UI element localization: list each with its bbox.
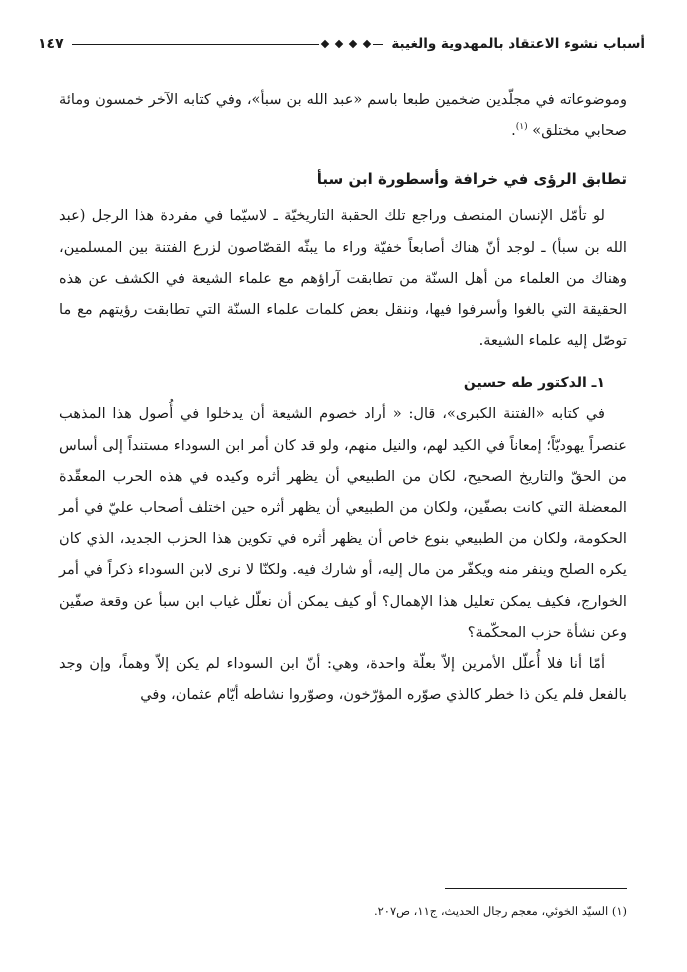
diamond-ornament-icon (363, 40, 371, 48)
paragraph-quote: في كتابه «الفتنة الكبرى»، قال: « أراد خصوم الشيعة أن يدخلوا في أُصول هذا المذهب عنصراً يهوديّاً؛ إمعاناً في الكيد لهم، والنيل منهم، ولو قد كان أمر ابن السوداء مستنداً إلى أساس من الحقّ والتاريخ الصحيح، لكان من الطبيعي أن يظهر أثره وكيده في هذه الحرب المعقّدة المعضلة التي كانت بصفّين، ولكان من الطبيعي أن يظهر أثره حين اختلف أصحاب عليّ في أمر الحكومة، ولكان من الطبيعي بنوع خاص أن يظهر أثره في تكوين هذا الحزب الجديد، الذي كان يكره الصلح وينفر منه ويكفّر من مال إليه، أو شارك فيه. ولكنّا لا نرى لابن السوداء ذكراً في أمر الخوارج، فكيف يمكن تعليل هذا الإهمال؟ أو كيف يمكن أن نعلّل غياب ابن سبأ عن وقعة صفّين وعن نشأة حزب المحكّمة؟ (59, 405, 627, 641)
paragraph-conclusion: أمّا أنا فلا أُعلّل الأمرين إلاّ بعلّة واحدة، وهي: أنّ ابن السوداء لم يكن إلاّ وهماً، وإن وجد بالفعل فلم يكن ذا خطر كالذي صوّره المؤرّخون، وصوّروا نشاطه أيّام عثمان، وفي (59, 655, 627, 704)
paragraph-continuation (59, 84, 627, 146)
running-header (38, 34, 645, 54)
paragraph-intro: لو تأمّل الإنسان المنصف وراجع تلك الحقبة التاريخيّة ـ لاسيّما في مفردة هذا الرجل (عبد الله بن سبأ) ـ لوجد أنّ هناك أصابعاً خفيّة وراء ما يبثّه القصّاصون لزرع الفتنة بين المسلمين، وهناك من العلماء من أهل السنّة من تطابقت آراؤهم مع علماء الشيعة في الكشف عن هذه الحقيقة التي بالغوا وأسرفوا فيها، وننقل بعض كلمات علماء السنّة التي تطابقت رؤيتهم مع ما توصّل إليه علماء الشيعة. (59, 207, 627, 350)
diamond-ornament-icon (321, 40, 329, 48)
sentence-end: . (511, 122, 516, 140)
diamond-ornament-icon (335, 40, 343, 48)
body-text (59, 84, 627, 710)
footnote-separator (445, 888, 627, 889)
header-ornament (72, 37, 384, 51)
footnote-reference[interactable]: (١) (515, 122, 528, 133)
diamond-ornament-icon (349, 40, 357, 48)
paragraph-text: وموضوعاته في مجلّدين ضخمين طبعا باسم «عبد الله بن سبأ»، وفي كتابه الآخر خمسون ومائة صحابي مختلق» (59, 91, 627, 140)
footnote: (١) السيّد الخوئي، معجم رجال الحديث، ج١١، ص٢٠٧. (373, 904, 627, 918)
header-diamonds (319, 37, 373, 51)
section-heading: تطابق الرؤى في خرافة وأسطورة ابن سبأ (316, 170, 627, 189)
page-number: ١٤٧ (38, 36, 64, 52)
subsection-heading: ١ـ الدكتور طه حسين (463, 375, 605, 392)
running-title: أسباب نشوء الاعتقاد بالمهدوية والغيبة (391, 36, 645, 52)
